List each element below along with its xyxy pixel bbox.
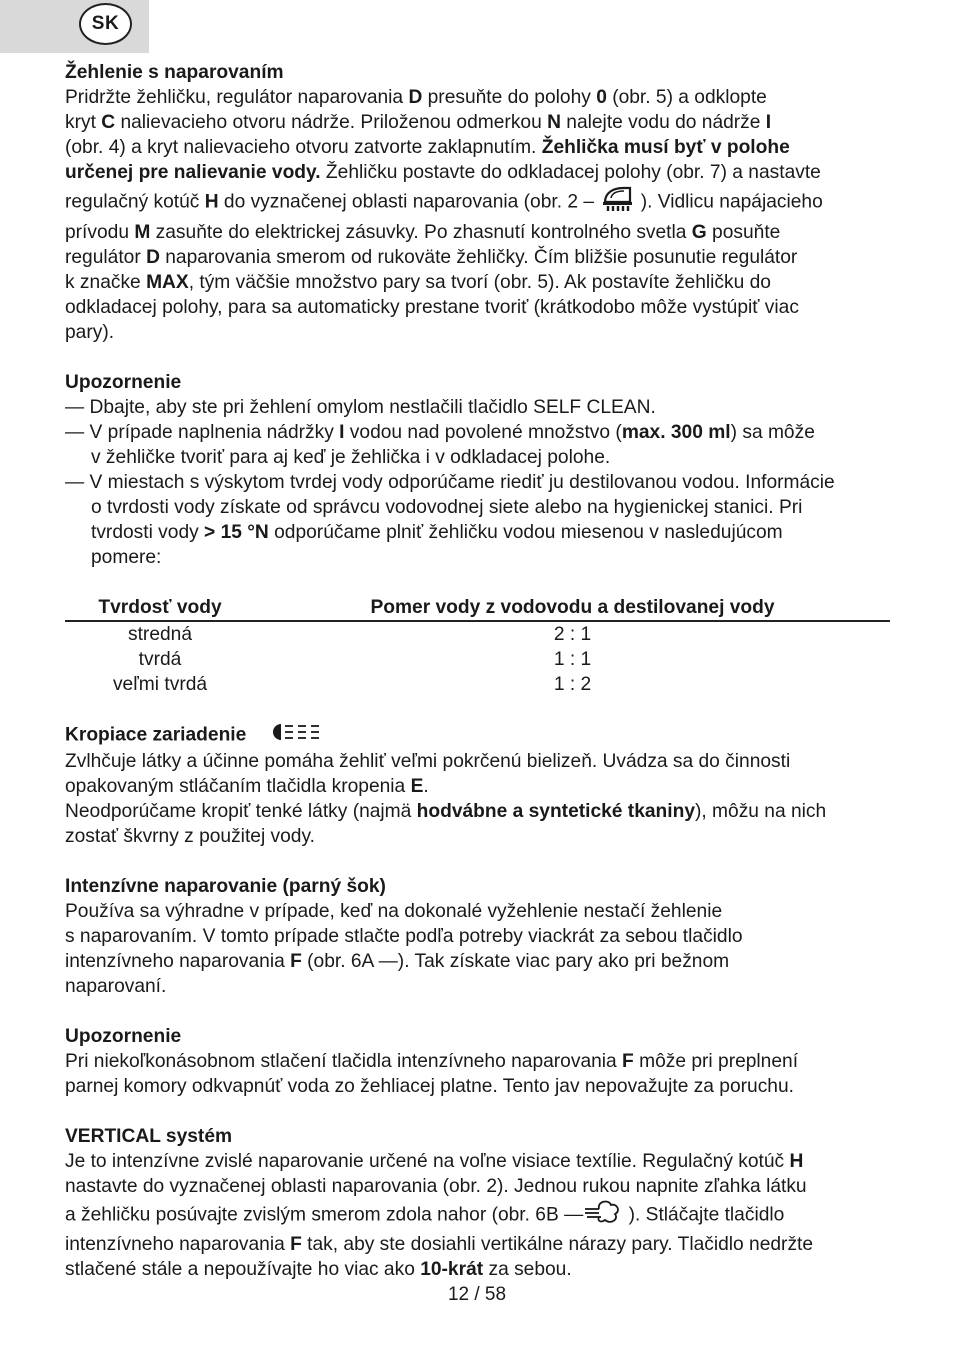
spray-icon xyxy=(272,722,324,749)
paragraph-line: s naparovaním. V tomto prípade stlačte podľa potreby viackrát za sebou tlačidlo xyxy=(65,926,743,947)
table-row xyxy=(65,672,890,697)
paragraph-line: intenzívneho naparovania F (obr. 6A —). Tak získate viac pary ako pri bežnom xyxy=(65,951,730,972)
paragraph-line: stlačené stále a nepoužívajte ho viac ako 10-krát za sebou. xyxy=(65,1259,572,1280)
paragraph-line: a žehličku posúvajte zvislým smerom zdola nahor (obr. 6B — ). Stláčajte tlačidlo xyxy=(65,1199,895,1232)
water-hardness-table xyxy=(65,595,890,697)
paragraph-line: regulačný kotúč H do vyznačenej oblasti naparovania (obr. 2 – ). Vidlicu napájacieho xyxy=(65,185,895,220)
table-row xyxy=(65,647,890,672)
paragraph-line: Neodporúčame kropiť tenké látky (najmä hodvábne a syntetické tkaniny), môžu na nich xyxy=(65,801,827,822)
paragraph-line: nastavte do vyznačenej oblasti naparovania (obr. 2). Jednou rukou napnite zľahka látku xyxy=(65,1176,807,1197)
paragraph-line: intenzívneho naparovania F tak, aby ste dosiahli vertikálne nárazy pary. Tlačidlo nedržte xyxy=(65,1234,814,1255)
warning-item: — V prípade naplnenia nádržky I vodou nad povolené množstvo (max. 300 ml) sa môže v žehličke tvoriť para aj keď je žehlička i v odkladacej polohe. xyxy=(65,422,815,468)
paragraph-line: Používa sa výhradne v prípade, keď na dokonalé vyžehlenie nestačí žehlenie xyxy=(65,901,723,922)
language-tab xyxy=(0,0,149,53)
section-heading-steam-shot: Intenzívne naparovanie (parný šok) xyxy=(65,876,386,897)
steam-iron-icon xyxy=(599,185,635,220)
page-content xyxy=(65,60,895,1282)
steam-burst-icon xyxy=(583,1199,623,1232)
section-heading-vertical: VERTICAL systém xyxy=(65,1126,233,1147)
language-badge: SK xyxy=(79,3,132,45)
paragraph-line: pary). xyxy=(65,322,115,343)
table-cell: stredná xyxy=(128,624,192,645)
table-header-ratio: Pomer vody z vodovodu a destilovanej vody xyxy=(255,595,890,621)
section-heading-steam-ironing: Žehlenie s naparovaním xyxy=(65,62,284,83)
section-heading-warning-2: Upozornenie xyxy=(65,1026,182,1047)
paragraph-line: parnej komory odkvapnúť voda zo žehliacej platne. Tento jav nepovažujte za poruchu. xyxy=(65,1076,794,1097)
table-cell: 1 : 2 xyxy=(553,674,592,695)
paragraph-line: kryt C nalievacieho otvoru nádrže. Priloženou odmerkou N nalejte vodu do nádrže I xyxy=(65,112,772,133)
paragraph-line: regulátor D naparovania smerom od rukoväte žehličky. Čím bližšie posunutie regulátor xyxy=(65,247,798,268)
table-cell: veľmi tvrdá xyxy=(112,674,208,695)
paragraph-line: Zvlhčuje látky a účinne pomáha žehliť veľmi pokrčenú bielizeň. Uvádza sa do činnosti xyxy=(65,751,791,772)
paragraph-line: naparovaní. xyxy=(65,976,167,997)
paragraph-line: Pridržte žehličku, regulátor naparovania D presuňte do polohy 0 (obr. 5) a odklopte xyxy=(65,87,767,108)
paragraph-line: určenej pre nalievanie vody. Žehličku postavte do odkladacej polohy (obr. 7) a nastavte xyxy=(65,162,821,183)
table-header-row xyxy=(65,595,890,621)
table-header-hardness: Tvrdosť vody xyxy=(65,595,255,621)
table-row xyxy=(65,621,890,647)
table-cell: 2 : 1 xyxy=(553,624,592,645)
page-number: 12 / 58 xyxy=(447,1284,507,1305)
paragraph-line: Je to intenzívne zvislé naparovanie určené na voľne visiace textílie. Regulačný kotúč H xyxy=(65,1151,804,1172)
table-cell: 1 : 1 xyxy=(553,649,592,670)
paragraph-line: k značke MAX, tým väčšie množstvo pary sa tvorí (obr. 5). Ak postavíte žehličku do xyxy=(65,272,771,293)
paragraph-line: (obr. 4) a kryt nalievacieho otvoru zatvorte zaklapnutím. Žehlička musí byť v polohe xyxy=(65,137,790,158)
section-heading-spray: Kropiace zariadenie xyxy=(65,722,895,749)
table-cell: tvrdá xyxy=(138,649,182,670)
paragraph-line: prívodu M zasuňte do elektrickej zásuvky. Po zhasnutí kontrolného svetla G posuňte xyxy=(65,222,781,243)
warning-item: — V miestach s výskytom tvrdej vody odporúčame riediť ju destilovanou vodou. Informácie o tvrdosti vody získate od správcu vodovodnej siete alebo na hygienickej stanici. Pri tvrdosti vody > 15 °N odporúčame plniť žehličku vodou miesenou v nasledujúcom pomere: xyxy=(65,472,835,568)
warning-item: — Dbajte, aby ste pri žehlení omylom nestlačili tlačidlo SELF CLEAN. xyxy=(65,397,656,418)
paragraph-line: opakovaným stláčaním tlačidla kropenia E. xyxy=(65,776,429,797)
section-heading-warning: Upozornenie xyxy=(65,372,182,393)
paragraph-line: zostať škvrny z použitej vody. xyxy=(65,826,315,847)
paragraph-line: odkladacej polohy, para sa automaticky prestane tvoriť (krátkodobo môže vystúpiť viac xyxy=(65,297,799,318)
paragraph-line: Pri niekoľkonásobnom stlačení tlačidla intenzívneho naparovania F môže pri preplnení xyxy=(65,1051,799,1072)
